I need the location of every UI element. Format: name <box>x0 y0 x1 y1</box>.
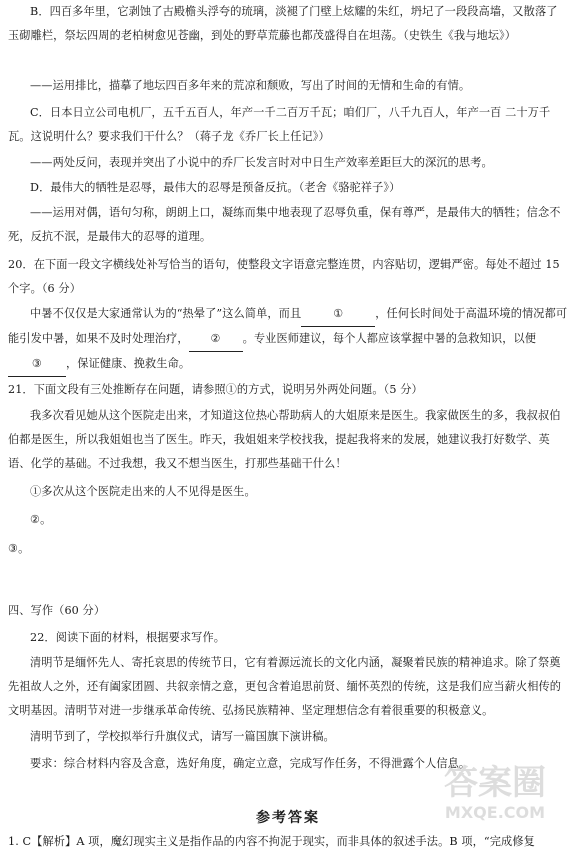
watermark-text: 答案圈 <box>444 763 546 803</box>
question-20-prompt: 20．在下面一段文字横线处补写恰当的语句，使整段文字语意完整连贯，内容贴切，逻辑严密。每处不超过 15 个字。（6 分） <box>8 258 560 295</box>
answer-line-3: ③。 <box>8 542 30 555</box>
option-d-analysis: ——运用对偶，语句匀称，朗朗上口，凝练而集中地表现了忍辱负重，保有尊严，是最伟大的牺牲；信念不死，反抗不泯，是最伟大的忍辱的道理。 <box>8 206 561 243</box>
option-b-analysis: ——运用排比，描摹了地坛四百多年来的荒凉和颓败，写出了时间的无情和生命的有情。 <box>30 79 471 92</box>
watermark-logo <box>420 754 570 824</box>
writing-material: 清明节是缅怀先人、寄托哀思的传统节日，它有着源远流长的文化内涵，凝聚着民族的精神追求。除了祭奠先祖故人之外，还有阖家团圆、共叙亲情之意，更包含着追思前贤、缅怀英烈的传统，这是我们应当薪火相传的文明基因。清明节对进一步继承革命传统、弘扬民族精神、坚定理想信念有着很重要的积极意义。 <box>8 656 562 717</box>
fill-in-part1: 中暑不仅仅是大家通常认为的“热晕了”这么简单，而且 <box>30 307 302 320</box>
fill-in-part4: ，保证健康、挽救生命。 <box>66 357 191 370</box>
question-21-prompt: 21．下面文段有三处推断存在问题，请参照①的方式，说明另外两处问题。（5 分） <box>8 383 423 396</box>
watermark-subtext: MXQE.COM <box>444 803 546 822</box>
fill-in-part2: ，任何长时间处于高温环境的情况都可能引发中暑，如果不及时处理治疗， <box>8 307 568 345</box>
option-c-analysis: ——两处反问，表现并突出了小说中的乔厂长发言时对中日生产效率差距巨大的深沉的思考。 <box>30 156 493 169</box>
writing-requirements: 要求：综合材料内容及含意，选好角度，确定立意，完成写作任务，不得泄露个人信息。 <box>30 757 471 770</box>
fill-in-blank-2: ② <box>189 327 243 352</box>
answer-line-2: ②。 <box>30 513 52 526</box>
fill-in-part3: 。专业医师建议，每个人都应该掌握中暑的急救知识，以便 <box>242 332 537 345</box>
question-22-prompt: 22．阅读下面的材料，根据要求写作。 <box>30 631 226 644</box>
question-20-passage <box>8 302 568 377</box>
option-d-text: D．最伟大的牺牲是忍辱，最伟大的忍辱是预备反抗。（老舍《骆驼祥子》） <box>30 181 401 194</box>
option-c-text: C．日本日立公司电机厂，五千五百人，年产一千二百万千瓦；咱们厂，八千九百人，年产一百 二十万千瓦。这说明什么？要求我们干什么？（蒋子龙《乔厂长上任记》） <box>8 106 551 143</box>
fill-in-blank-1: ① <box>301 302 375 327</box>
fill-in-blank-3: ③ <box>8 352 66 377</box>
answers-heading: 参考答案 <box>256 810 320 826</box>
option-b-text: B．四百多年里，它剥蚀了古殿檐头浮夸的琉璃，淡褪了门壁上炫耀的朱红，坍圮了一段段高墙，又散落了玉砌雕栏，祭坛四周的老柏树愈见苍幽，到处的野草荒藤也都茂盛得自在坦荡。（史铁生《我与地坛》） <box>8 5 558 42</box>
writing-task: 清明节到了，学校拟举行升旗仪式，请写一篇国旗下演讲稿。 <box>30 730 335 743</box>
answer-1-explanation: 1. C【解析】A 项，魔幻现实主义是指作品的内容不拘泥于现实，而非具体的叙述手法。B 项，“完成修复 <box>8 835 535 848</box>
section-writing-heading: 四、写作（60 分） <box>8 604 106 617</box>
answer-example-1: ①多次从这个医院走出来的人不见得是医生。 <box>30 485 256 498</box>
question-21-passage: 我多次看见她从这个医院走出来，才知道这位热心帮助病人的大姐原来是医生。我家做医生的多，我叔叔伯伯都是医生，所以我姐姐也当了医生。昨天，我姐姐来学校找我，提起我将来的发展，她建议我打好数学、英语、化学的基础。不过我想，我又不想当医生，打那些基础干什么！ <box>8 409 561 470</box>
